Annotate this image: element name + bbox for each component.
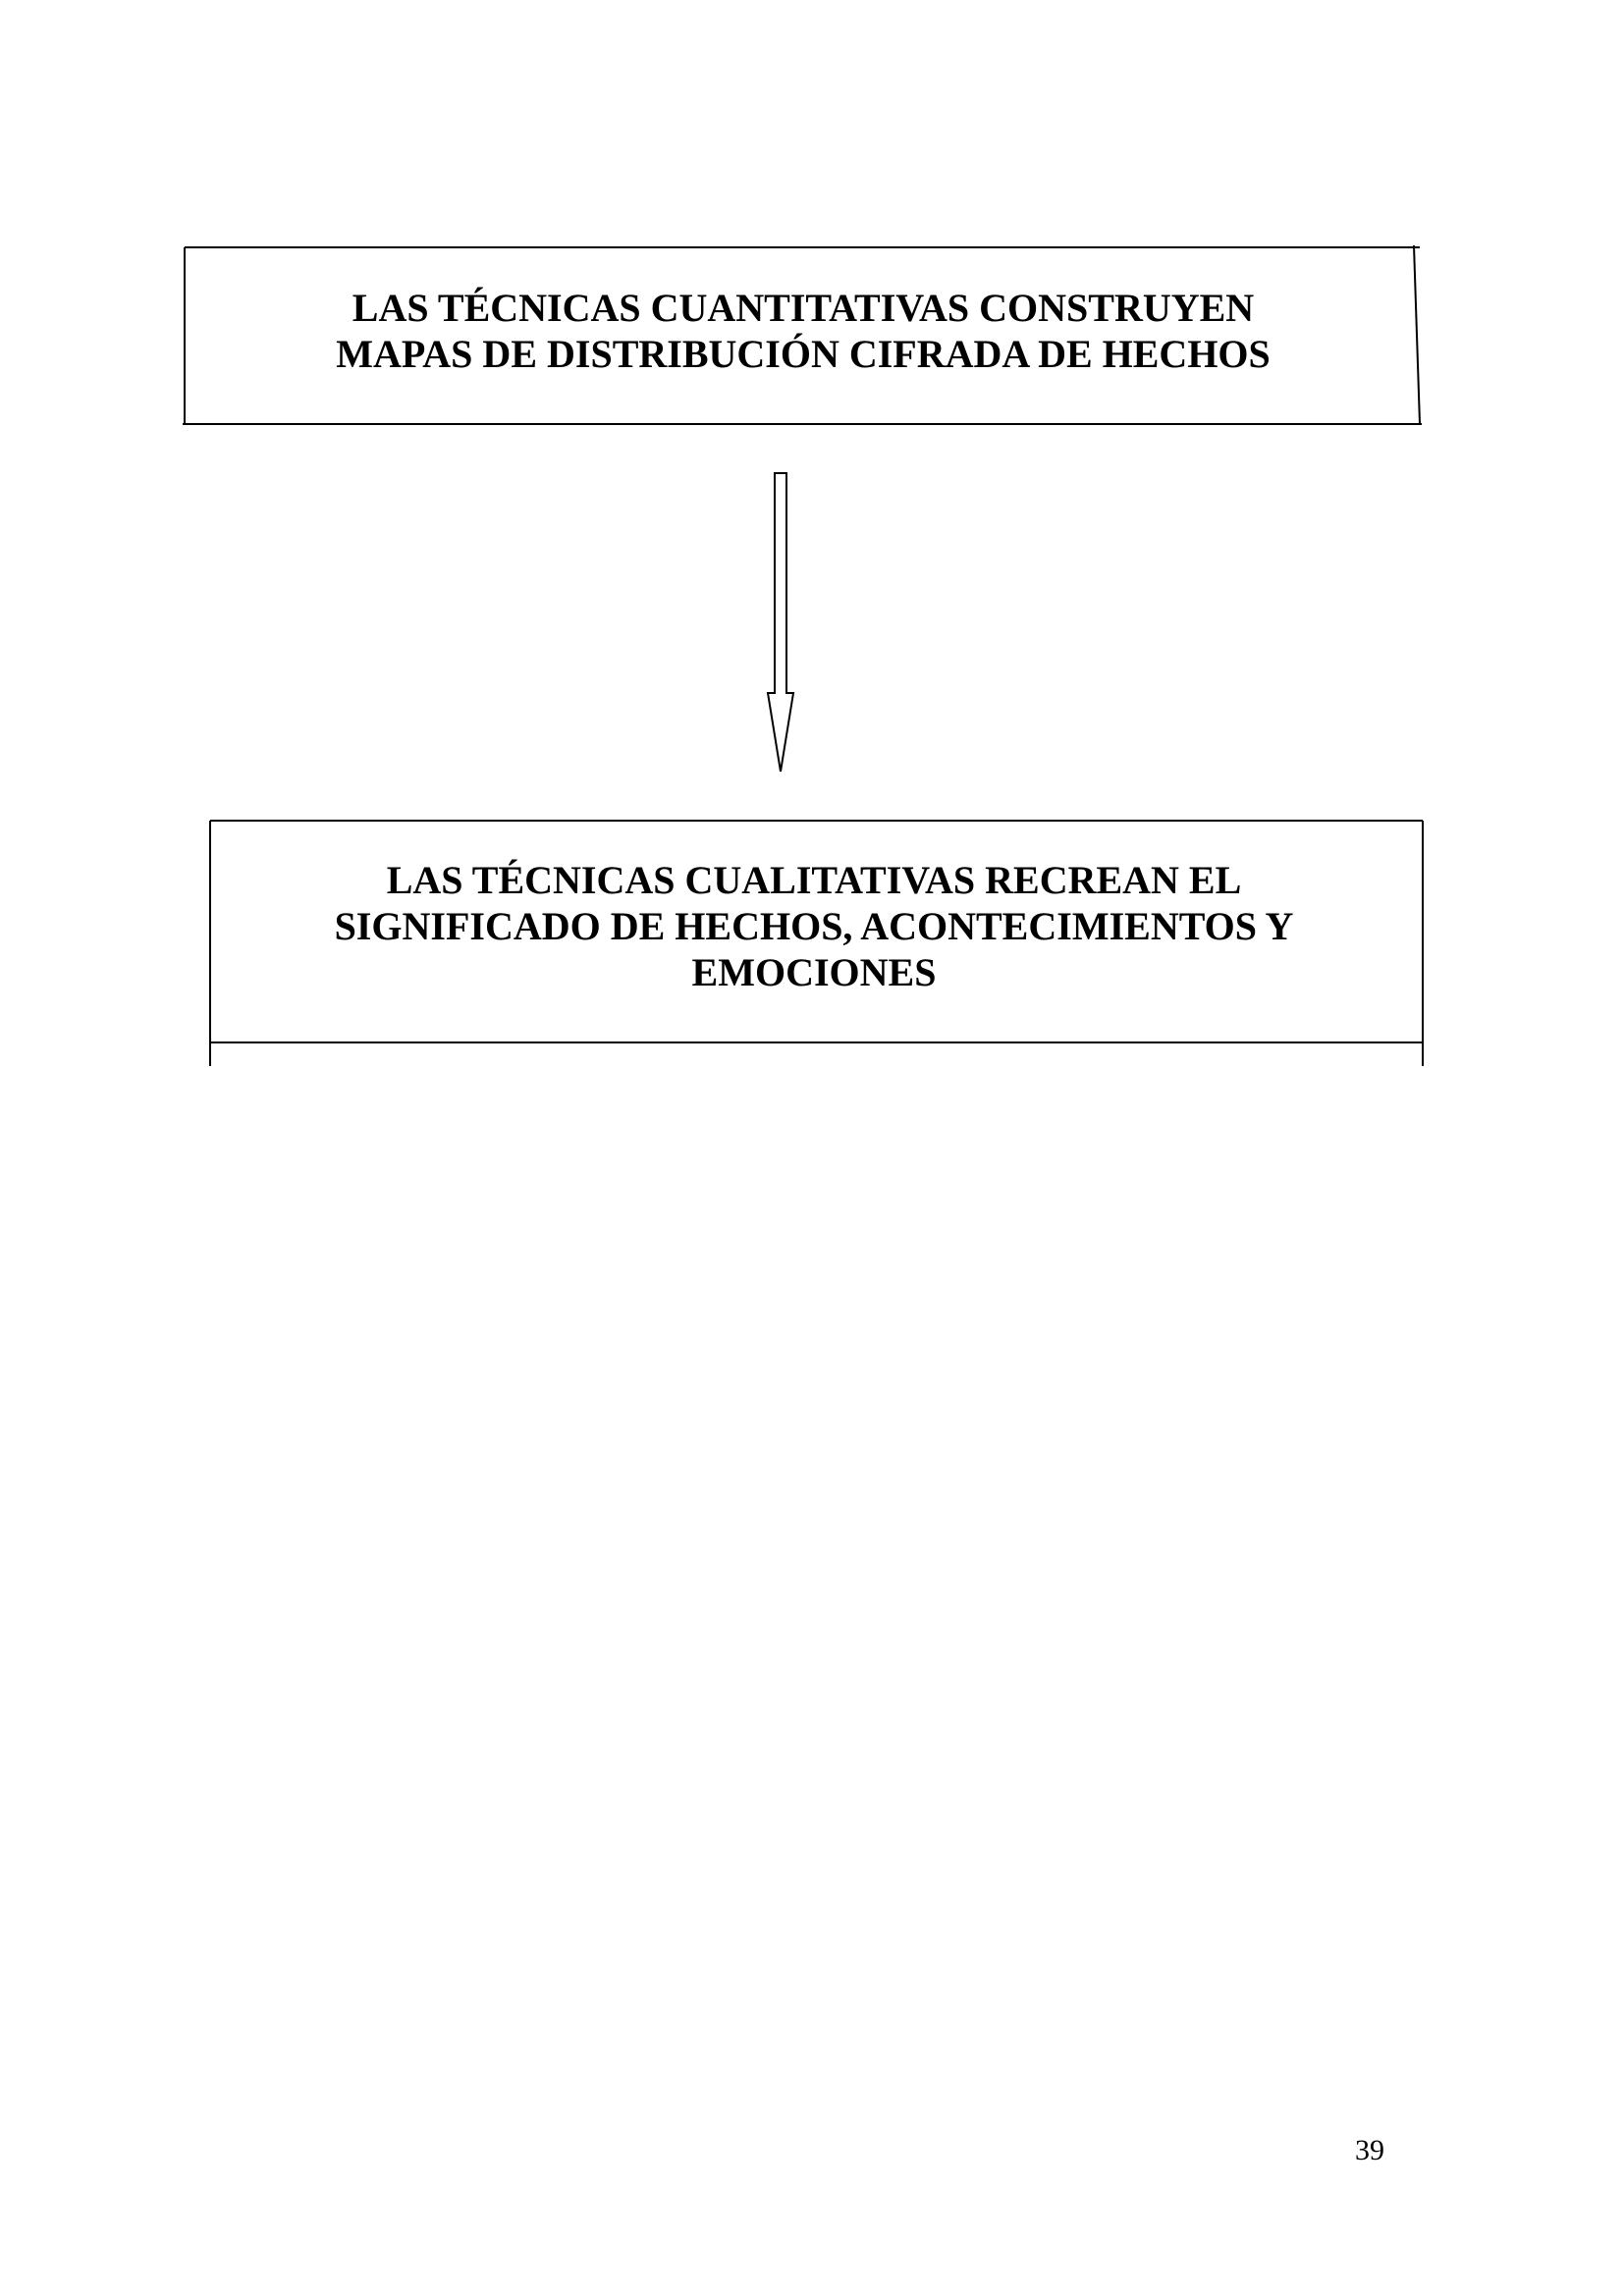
box-quantitative-line-1: LAS TÉCNICAS CUANTITATIVAS CONSTRUYEN [352,286,1255,330]
box-quantitative-line-2: MAPAS DE DISTRIBUCIÓN CIFRADA DE HECHOS [336,332,1271,376]
hollow-down-arrow [768,473,793,772]
box-qualitative-text [210,857,1418,995]
box-qualitative-line-3: EMOCIONES [691,950,937,994]
box-qualitative-line-2: SIGNIFICADO DE HECHOS, ACONTECIMIENTOS Y [334,904,1294,948]
page-number: 39 [1355,2134,1384,2166]
box-quantitative-text [185,285,1422,377]
box-qualitative-line-1: LAS TÉCNICAS CUALITATIVAS RECREAN EL [386,858,1242,902]
